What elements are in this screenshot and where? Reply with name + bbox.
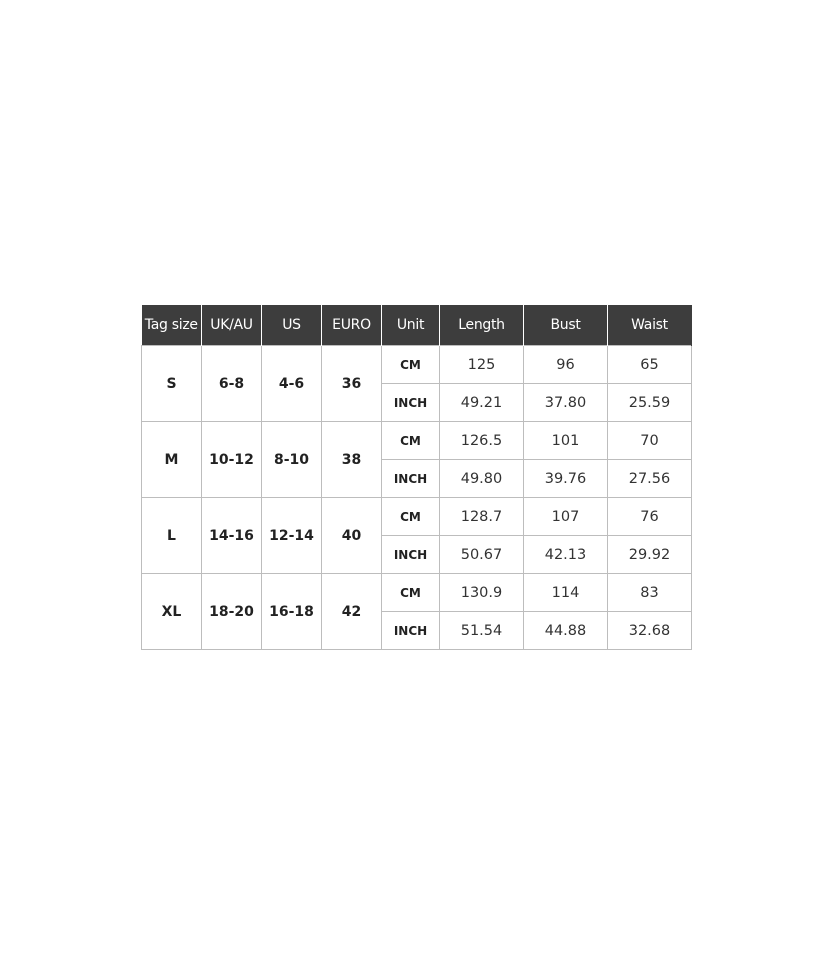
waist-cell: 76 xyxy=(608,498,692,536)
bust-cell: 114 xyxy=(524,574,608,612)
unit-cell: CM xyxy=(382,422,440,460)
tag-size-cell: XL xyxy=(142,574,202,650)
length-cell: 50.67 xyxy=(440,536,524,574)
tag-size-cell: S xyxy=(142,346,202,422)
euro-size-cell: 38 xyxy=(322,422,382,498)
length-cell: 51.54 xyxy=(440,612,524,650)
length-cell: 128.7 xyxy=(440,498,524,536)
size-chart-header xyxy=(142,305,692,346)
column-header-euro: EURO xyxy=(322,305,382,346)
header-row xyxy=(142,305,692,346)
waist-cell: 29.92 xyxy=(608,536,692,574)
tag-size-cell: M xyxy=(142,422,202,498)
bust-cell: 39.76 xyxy=(524,460,608,498)
length-cell: 49.21 xyxy=(440,384,524,422)
tag-size-cell: L xyxy=(142,498,202,574)
column-header-us: US xyxy=(262,305,322,346)
column-header-unit: Unit xyxy=(382,305,440,346)
us-size-cell: 4-6 xyxy=(262,346,322,422)
length-cell: 125 xyxy=(440,346,524,384)
euro-size-cell: 36 xyxy=(322,346,382,422)
size-chart-table xyxy=(141,305,692,650)
length-cell: 126.5 xyxy=(440,422,524,460)
table-row xyxy=(142,422,692,460)
unit-cell: CM xyxy=(382,574,440,612)
column-header-uk-au: UK/AU xyxy=(202,305,262,346)
euro-size-cell: 40 xyxy=(322,498,382,574)
waist-cell: 25.59 xyxy=(608,384,692,422)
column-header-waist: Waist xyxy=(608,305,692,346)
unit-cell: CM xyxy=(382,346,440,384)
unit-cell: INCH xyxy=(382,460,440,498)
size-chart-body xyxy=(142,346,692,650)
waist-cell: 70 xyxy=(608,422,692,460)
us-size-cell: 16-18 xyxy=(262,574,322,650)
euro-size-cell: 42 xyxy=(322,574,382,650)
uk-au-size-cell: 14-16 xyxy=(202,498,262,574)
us-size-cell: 12-14 xyxy=(262,498,322,574)
bust-cell: 96 xyxy=(524,346,608,384)
uk-au-size-cell: 18-20 xyxy=(202,574,262,650)
bust-cell: 107 xyxy=(524,498,608,536)
bust-cell: 101 xyxy=(524,422,608,460)
bust-cell: 44.88 xyxy=(524,612,608,650)
bust-cell: 42.13 xyxy=(524,536,608,574)
waist-cell: 27.56 xyxy=(608,460,692,498)
unit-cell: INCH xyxy=(382,612,440,650)
uk-au-size-cell: 10-12 xyxy=(202,422,262,498)
length-cell: 49.80 xyxy=(440,460,524,498)
column-header-length: Length xyxy=(440,305,524,346)
waist-cell: 83 xyxy=(608,574,692,612)
column-header-tag-size: Tag size xyxy=(142,305,202,346)
unit-cell: INCH xyxy=(382,536,440,574)
table-row xyxy=(142,346,692,384)
length-cell: 130.9 xyxy=(440,574,524,612)
bust-cell: 37.80 xyxy=(524,384,608,422)
waist-cell: 32.68 xyxy=(608,612,692,650)
unit-cell: INCH xyxy=(382,384,440,422)
uk-au-size-cell: 6-8 xyxy=(202,346,262,422)
waist-cell: 65 xyxy=(608,346,692,384)
table-row xyxy=(142,498,692,536)
unit-cell: CM xyxy=(382,498,440,536)
us-size-cell: 8-10 xyxy=(262,422,322,498)
table-row xyxy=(142,574,692,612)
column-header-bust: Bust xyxy=(524,305,608,346)
